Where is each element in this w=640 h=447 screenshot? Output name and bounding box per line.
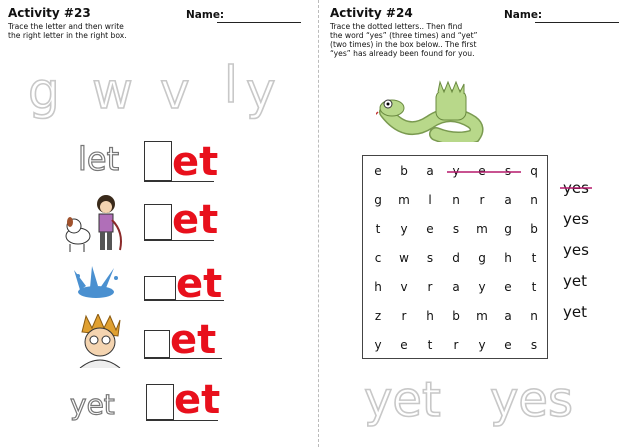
water-splash-icon	[74, 266, 118, 298]
word-suffix: et	[170, 317, 217, 363]
word-suffix: et	[174, 377, 221, 423]
baseline	[144, 240, 214, 241]
grid-letter[interactable]: e	[400, 338, 408, 352]
grid-letter[interactable]: e	[426, 222, 434, 236]
instruction-line: Trace the dotted letters.. Then find	[330, 22, 463, 31]
grid-letter[interactable]: a	[426, 164, 434, 178]
grid-letter[interactable]: b	[530, 222, 538, 236]
grid-letter[interactable]: b	[452, 309, 460, 323]
grid-letter[interactable]: n	[530, 193, 538, 207]
grid-letter[interactable]: g	[478, 251, 486, 265]
baseline	[144, 358, 222, 359]
grid-letter[interactable]: h	[426, 309, 434, 323]
boy-with-dog-picture	[62, 192, 136, 256]
grid-letter[interactable]: y	[400, 222, 408, 236]
page-divider	[318, 0, 319, 447]
grid-letter[interactable]: b	[400, 164, 408, 178]
name-line[interactable]	[217, 11, 301, 23]
grid-letter[interactable]: c	[374, 251, 382, 265]
letter-box[interactable]	[144, 204, 172, 240]
baseline	[144, 181, 214, 182]
letter-box[interactable]	[144, 141, 172, 181]
grid-letter[interactable]: h	[504, 251, 512, 265]
word-suffix: et	[176, 261, 223, 307]
snake-icon	[376, 82, 477, 139]
word-list-item: yet	[563, 272, 587, 290]
grid-letter[interactable]: t	[531, 251, 537, 265]
activity-title: Activity #23	[8, 6, 91, 20]
word-list-item: yet	[563, 303, 587, 321]
grid-letter[interactable]: m	[476, 222, 488, 236]
grid-letter[interactable]: t	[427, 338, 433, 352]
grid-letter[interactable]: d	[452, 251, 460, 265]
grid-letter[interactable]: v	[400, 280, 408, 294]
grid-letter[interactable]: g	[504, 222, 512, 236]
word-prompt: let	[78, 140, 120, 178]
grid-letter[interactable]: e	[374, 164, 382, 178]
wet-hair-man-icon	[80, 314, 120, 368]
grid-letter[interactable]: l	[428, 193, 432, 207]
water-splash-picture	[70, 264, 122, 302]
word-list-item: yes	[563, 241, 589, 259]
grid-letter[interactable]: r	[453, 338, 459, 352]
grid-letter[interactable]: s	[452, 222, 460, 236]
letter-box[interactable]	[144, 276, 176, 300]
letter-box[interactable]	[146, 384, 174, 420]
word-suffix: et	[172, 197, 219, 243]
word-search-grid	[362, 155, 548, 359]
activity-title: Activity #24	[330, 6, 413, 20]
word-prompt: yet	[70, 388, 115, 421]
grid-letter[interactable]: a	[504, 309, 512, 323]
trace-letter[interactable]: v	[160, 62, 190, 120]
instruction-line: the right letter in the right box.	[8, 31, 127, 40]
grid-letter[interactable]: q	[530, 164, 538, 178]
instruction-line: Trace the letter and then write	[8, 22, 124, 31]
grid-letter[interactable]: y	[452, 164, 460, 178]
grid-letter[interactable]: e	[504, 338, 512, 352]
grid-letter[interactable]: g	[374, 193, 382, 207]
trace-word[interactable]: yet	[364, 372, 441, 428]
grid-letter[interactable]: z	[374, 309, 382, 323]
baseline	[146, 420, 218, 421]
instruction-line: “yes” has already been found for you.	[330, 49, 475, 58]
trace-letter[interactable]: y	[246, 62, 276, 120]
grid-letter[interactable]: e	[478, 164, 486, 178]
grid-letter[interactable]: t	[531, 280, 537, 294]
grid-letter[interactable]: y	[478, 280, 486, 294]
word-suffix: et	[172, 139, 219, 185]
word-strike	[558, 185, 594, 191]
grid-letter[interactable]: a	[452, 280, 460, 294]
grid-letter[interactable]: h	[374, 280, 382, 294]
grid-letter[interactable]: n	[452, 193, 460, 207]
grid-letter[interactable]: w	[399, 251, 409, 265]
grid-letter[interactable]: e	[504, 280, 512, 294]
grid-letter[interactable]: s	[426, 251, 434, 265]
grid-letter[interactable]: n	[530, 309, 538, 323]
trace-word[interactable]: yes	[490, 372, 573, 428]
word-list-item: yes	[563, 179, 589, 197]
trace-letter[interactable]: w	[92, 62, 133, 120]
grid-letter[interactable]: r	[479, 193, 485, 207]
grid-letter[interactable]: r	[401, 309, 407, 323]
grid-letter[interactable]: s	[504, 164, 512, 178]
boy-icon	[97, 195, 121, 250]
snake-picture	[376, 78, 486, 142]
grid-letter[interactable]: a	[504, 193, 512, 207]
grid-letter[interactable]: m	[398, 193, 410, 207]
baseline	[144, 300, 224, 301]
grid-letter[interactable]: t	[375, 222, 381, 236]
letter-box[interactable]	[144, 330, 170, 358]
dog-icon	[66, 217, 90, 252]
word-list-item: yes	[563, 210, 589, 228]
found-word-strike	[363, 156, 547, 358]
grid-letter[interactable]: r	[427, 280, 433, 294]
name-label: Name:	[186, 9, 225, 21]
trace-letter[interactable]: l	[224, 56, 238, 114]
name-line[interactable]	[535, 11, 619, 23]
instruction-line: (two times) in the box below.. The first	[330, 40, 477, 49]
grid-letter[interactable]: y	[374, 338, 382, 352]
trace-letter[interactable]: g	[28, 62, 60, 120]
grid-letter[interactable]: y	[478, 338, 486, 352]
instruction-line: the word “yes” (three times) and “yet”	[330, 31, 478, 40]
name-label: Name:	[504, 9, 543, 21]
grid-letter[interactable]: s	[530, 338, 538, 352]
grid-letter[interactable]: m	[476, 309, 488, 323]
wet-hair-man-picture	[74, 314, 126, 368]
